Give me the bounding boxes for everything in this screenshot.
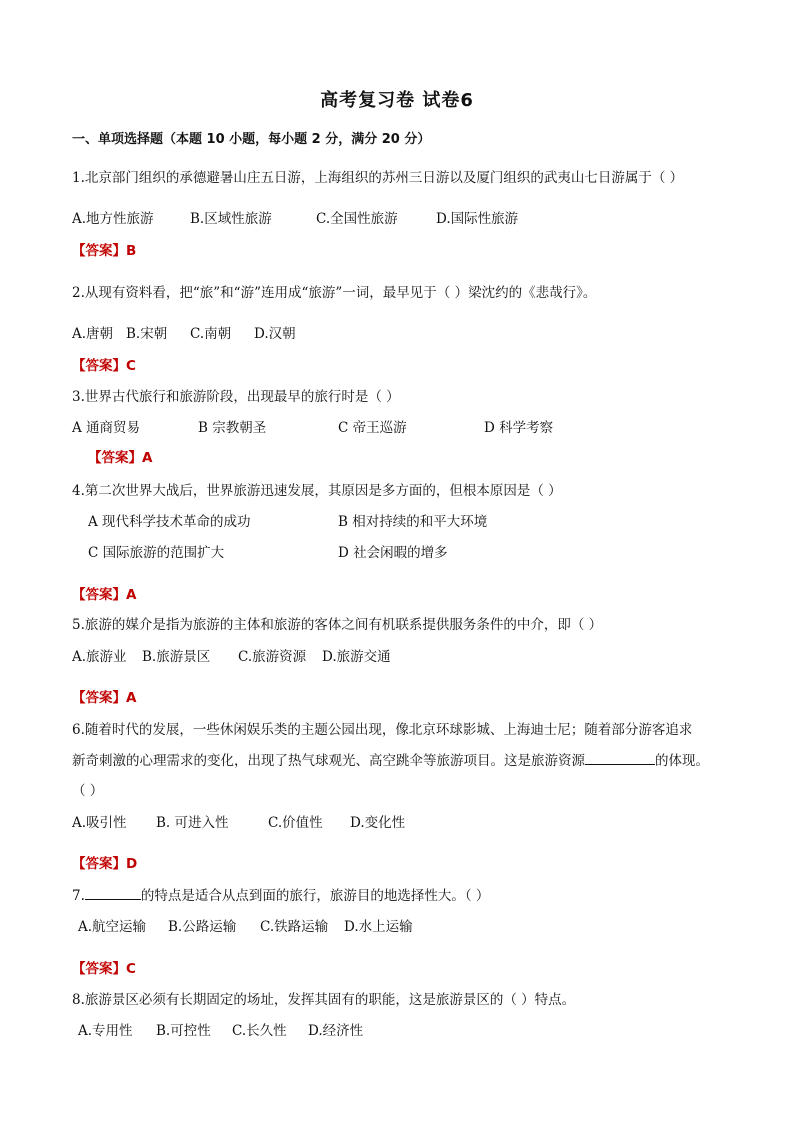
- q1-option-b: B.区域性旅游: [190, 211, 272, 227]
- q7-stem-number: 7.: [72, 888, 85, 904]
- q6-stem-text-after: 的体现。: [655, 753, 709, 769]
- q4-option-b: B 相对持续的和平大环境: [338, 514, 488, 530]
- q7-option-c: C.铁路运输: [260, 919, 329, 935]
- q3-option-b: B 宗教朝圣: [198, 420, 267, 436]
- q4-option-d: D 社会闲暇的增多: [338, 545, 448, 561]
- q5-option-a: A.旅游业: [72, 649, 127, 665]
- q5-option-b: B.旅游景区: [142, 649, 211, 665]
- question-2-stem: 2.从现有资料看，把“旅”和“游”连用成“旅游”一词，最早见于（ ）梁沈约的《悲哉行》。: [72, 285, 597, 301]
- q2-option-b: B.宋朝: [126, 326, 168, 342]
- q8-option-b: B.可控性: [156, 1023, 211, 1039]
- q6-option-c: C.价值性: [268, 815, 323, 831]
- q8-option-c: C.长久性: [232, 1023, 287, 1039]
- question-4-stem: 4.第二次世界大战后，世界旅游迅速发展，其原因是多方面的，但根本原因是（ ）: [72, 483, 562, 499]
- q6-fill-blank: [585, 752, 655, 765]
- q8-option-d: D.经济性: [308, 1023, 364, 1039]
- q4-option-c: C 国际旅游的范围扩大: [88, 545, 225, 561]
- q5-answer: 【答案】A: [72, 690, 137, 706]
- q8-option-a: A.专用性: [78, 1023, 133, 1039]
- question-8-stem: 8.旅游景区必须有长期固定的场址，发挥其固有的职能，这是旅游景区的（ ）特点。: [72, 992, 576, 1008]
- q3-answer: 【答案】A: [88, 450, 153, 466]
- q6-stem-text-before: 新奇刺激的心理需求的变化，出现了热气球观光、高空跳伞等旅游项目。这是旅游资源: [72, 753, 585, 769]
- q3-option-c: C 帝王巡游: [338, 420, 407, 436]
- q5-option-c: C.旅游资源: [238, 649, 307, 665]
- q7-answer: 【答案】C: [72, 961, 136, 977]
- q2-answer: 【答案】C: [72, 358, 136, 374]
- q1-answer: 【答案】B: [72, 243, 137, 259]
- q2-option-a: A.唐朝: [72, 326, 114, 342]
- q7-option-d: D.水上运输: [344, 919, 413, 935]
- q2-option-c: C.南朝: [190, 326, 232, 342]
- q7-option-a: A.航空运输: [78, 919, 147, 935]
- question-6-stem-line3: （ ）: [72, 783, 104, 799]
- exam-title: 高考复习卷 试卷6: [320, 90, 474, 111]
- q7-stem-text: 的特点是适合从点到面的旅行，旅游目的地选择性大。（ ）: [140, 888, 490, 904]
- q6-option-b: B. 可进入性: [156, 815, 229, 831]
- question-3-stem: 3.世界古代旅行和旅游阶段，出现最早的旅行时是（ ）: [72, 389, 400, 405]
- q3-option-a: A 通商贸易: [72, 420, 141, 436]
- q6-answer: 【答案】D: [72, 856, 138, 872]
- question-7-stem: [72, 884, 489, 904]
- q6-option-d: D.变化性: [350, 815, 406, 831]
- q1-option-c: C.全国性旅游: [316, 211, 398, 227]
- q4-option-a: A 现代科学技术革命的成功: [88, 514, 251, 530]
- q7-fill-blank: [85, 887, 141, 900]
- q1-option-d: D.国际性旅游: [436, 211, 519, 227]
- question-6-stem-line2: [72, 749, 709, 769]
- q6-option-a: A.吸引性: [72, 815, 127, 831]
- question-1-stem: 1.北京部门组织的承德避暑山庄五日游，上海组织的苏州三日游以及厦门组织的武夷山七日游属于（ ）: [72, 170, 684, 186]
- q2-option-d: D.汉朝: [254, 326, 296, 342]
- q7-option-b: B.公路运输: [168, 919, 237, 935]
- q1-option-a: A.地方性旅游: [72, 211, 154, 227]
- section-heading: 一、单项选择题（本题 10 小题，每小题 2 分，满分 20 分）: [72, 132, 431, 147]
- q3-option-d: D 科学考察: [484, 420, 554, 436]
- q5-option-d: D.旅游交通: [322, 649, 391, 665]
- question-6-stem-line1: 6.随着时代的发展，一些休闲娱乐类的主题公园出现，像北京环球影城、上海迪士尼；随着部分游客追求: [72, 722, 693, 738]
- q4-answer: 【答案】A: [72, 587, 137, 603]
- question-5-stem: 5.旅游的媒介是指为旅游的主体和旅游的客体之间有机联系提供服务条件的中介，即（ ）: [72, 617, 603, 633]
